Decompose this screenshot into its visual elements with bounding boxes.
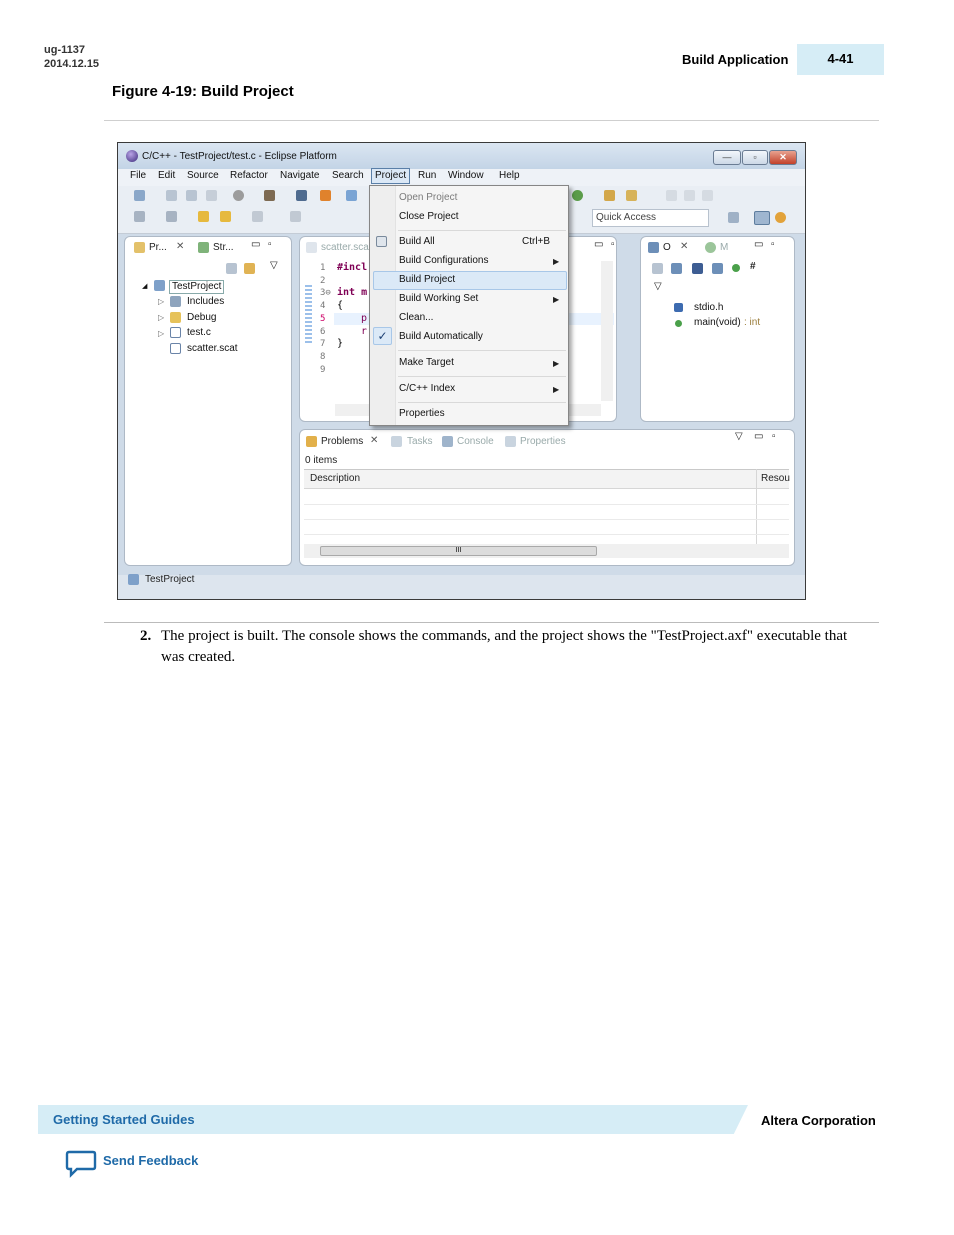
problems-icon [306, 436, 317, 447]
menu-refactor[interactable]: Refactor [230, 170, 268, 181]
close-tab-icon[interactable]: ✕ [176, 241, 185, 252]
build-hammer-icon[interactable] [264, 190, 275, 201]
line-number: 5 [320, 314, 326, 324]
figure-divider [104, 622, 879, 623]
table-row [304, 504, 789, 505]
tab-structure[interactable]: Str... [213, 242, 234, 253]
hide-fields-icon[interactable] [692, 263, 703, 274]
link-editor-icon[interactable] [244, 263, 255, 274]
view-menu-icon[interactable]: ▽ [654, 281, 662, 292]
folder-icon [170, 312, 181, 323]
checkmark-icon: ✓ [373, 327, 392, 345]
menu-item-properties[interactable]: Properties [399, 408, 445, 419]
menu-item-build-project[interactable]: Build Project [399, 274, 456, 285]
hash-icon[interactable]: # [750, 261, 756, 272]
function-icon [675, 320, 682, 327]
c-file-icon [170, 327, 181, 338]
open-perspective-icon[interactable] [728, 212, 739, 223]
send-feedback-link[interactable]: Send Feedback [103, 1153, 199, 1168]
step-paragraph [140, 626, 860, 668]
doc-date: 2014.12.15 [44, 58, 100, 70]
tree-item-test-c[interactable]: test.c [187, 327, 211, 338]
caption-divider [104, 120, 879, 121]
quick-access-input[interactable]: Quick Access [592, 209, 709, 227]
line-number: 7 [320, 339, 326, 349]
minimize-button[interactable]: — [713, 150, 741, 165]
tasks-icon [391, 436, 402, 447]
line-number: 3⊖ [320, 288, 331, 298]
eclipse-window [117, 142, 806, 600]
new-class-icon[interactable] [346, 190, 357, 201]
run-icon[interactable] [572, 190, 583, 201]
outline-return-type: : int [744, 317, 761, 328]
line-number: 4 [320, 301, 326, 311]
tab-tasks[interactable]: Tasks [407, 436, 433, 447]
cpp-perspective-icon[interactable] [754, 211, 770, 225]
menu-separator [398, 402, 566, 403]
maximize-view-icon[interactable]: ▫ [771, 239, 775, 250]
code-line[interactable]: #incl [337, 262, 368, 273]
feedback-icon[interactable] [65, 1150, 97, 1178]
expand-arrow-icon[interactable]: ◢ [142, 283, 148, 290]
minimize-view-icon[interactable]: ▭ [754, 431, 764, 442]
step-text: The project is built. The console shows the commands, and the project shows the "TestProject.axf" executable that was created. [161, 628, 848, 665]
submenu-arrow-icon: ▶ [553, 295, 560, 304]
eclipse-logo-icon [126, 150, 138, 162]
prev-icon[interactable] [684, 190, 695, 201]
maximize-view-icon[interactable]: ▫ [268, 239, 272, 250]
tree-item-scatter[interactable]: scatter.scat [187, 343, 238, 354]
menu-separator [398, 350, 566, 351]
tree-root-testproject[interactable]: TestProject [169, 280, 224, 294]
expand-arrow-icon[interactable]: ▷ [158, 329, 165, 338]
hide-nonpublic-icon[interactable] [732, 264, 740, 272]
minimize-view-icon[interactable]: ▭ [594, 239, 604, 250]
tree-item-debug[interactable]: Debug [187, 312, 217, 323]
edit-icon[interactable] [666, 190, 677, 201]
menu-separator [398, 230, 566, 231]
menu-item-make-target[interactable]: Make Target [399, 357, 454, 368]
menu-item-build-configurations[interactable]: Build Configurations [399, 255, 489, 266]
rss-icon[interactable] [320, 190, 331, 201]
window-title: C/C++ - TestProject/test.c - Eclipse Platform [142, 151, 337, 162]
column-divider [756, 469, 757, 547]
include-icon [674, 303, 683, 312]
structure-icon [198, 242, 209, 253]
section-title: Build Application [682, 52, 789, 67]
footer-guide-link[interactable]: Getting Started Guides [53, 1112, 195, 1127]
tab-console[interactable]: Console [457, 436, 494, 447]
tab-outline[interactable]: O [663, 242, 671, 253]
figure-caption: Figure 4-19: Build Project [112, 83, 294, 100]
debug-perspective-icon[interactable] [775, 212, 786, 223]
build-all-icon [376, 236, 387, 247]
project-menu [369, 185, 569, 426]
menu-item-build-all[interactable]: Build All [399, 236, 435, 247]
tab-project-explorer[interactable]: Pr... [149, 242, 167, 253]
close-button[interactable]: ✕ [769, 150, 797, 165]
menu-item-close-project[interactable]: Close Project [399, 211, 459, 222]
scrollbar-thumb[interactable]: III [320, 546, 597, 556]
menu-project[interactable]: Project [371, 168, 410, 184]
close-tab-icon[interactable]: ✕ [370, 435, 379, 446]
status-bar [118, 575, 805, 599]
pin-icon[interactable] [290, 211, 301, 222]
binary-icon[interactable] [296, 190, 307, 201]
close-tab-icon[interactable]: ✕ [680, 241, 689, 252]
hide-static-icon[interactable] [712, 263, 723, 274]
shortcut-ctrl-b: Ctrl+B [522, 236, 551, 247]
page-number: 4-41 [797, 44, 884, 75]
footer-company: Altera Corporation [761, 1113, 876, 1128]
open-type-icon[interactable] [604, 190, 615, 201]
line-number: 8 [320, 352, 326, 362]
maximize-button[interactable]: ▫ [742, 150, 768, 165]
line-number: 2 [320, 276, 326, 286]
expand-arrow-icon[interactable]: ▷ [158, 313, 165, 322]
editor-vscrollbar[interactable] [601, 261, 613, 401]
project-icon [128, 574, 139, 585]
includes-icon [170, 296, 181, 307]
table-row [304, 519, 789, 520]
submenu-arrow-icon: ▶ [553, 359, 560, 368]
menu-window[interactable]: Window [448, 170, 484, 181]
collapse-all-icon[interactable] [226, 263, 237, 274]
maximize-view-icon[interactable]: ▫ [611, 239, 615, 250]
menu-file[interactable]: File [130, 170, 147, 181]
new-icon[interactable] [134, 190, 145, 201]
view-menu-icon[interactable]: ▽ [735, 431, 743, 442]
console-icon [442, 436, 453, 447]
table-header [304, 469, 789, 489]
menu-gutter [370, 186, 396, 425]
make-target-icon [705, 242, 716, 253]
minimize-view-icon[interactable]: ▭ [251, 239, 261, 250]
save-icon[interactable] [166, 190, 177, 201]
line-number: 6 [320, 327, 326, 337]
collapse-all-icon[interactable] [652, 263, 663, 274]
menu-edit[interactable]: Edit [158, 170, 176, 181]
debug-icon[interactable] [233, 190, 244, 201]
minimize-view-icon[interactable]: ▭ [754, 239, 764, 250]
step-number: 2. [140, 628, 152, 644]
code-line[interactable]: } [337, 338, 344, 349]
menu-item-build-working-set[interactable]: Build Working Set [399, 293, 479, 304]
status-project: TestProject [145, 574, 195, 585]
menu-item-open-project[interactable]: Open Project [399, 192, 458, 203]
code-line[interactable]: p [361, 313, 368, 324]
nav-icon[interactable] [134, 211, 145, 222]
pilcrow-icon[interactable] [702, 190, 713, 201]
expand-arrow-icon[interactable]: ▷ [158, 297, 165, 306]
project-icon [154, 280, 165, 291]
submenu-arrow-icon: ▶ [553, 385, 560, 394]
tab-properties[interactable]: Properties [520, 436, 566, 447]
file-icon [170, 343, 181, 354]
sort-icon[interactable] [671, 263, 682, 274]
column-description[interactable]: Description [310, 473, 361, 484]
menu-item-clean[interactable]: Clean... [399, 312, 434, 323]
line-number: 9 [320, 365, 326, 375]
forward-icon[interactable] [252, 211, 263, 222]
outline-item-main[interactable]: main(void) [694, 317, 741, 328]
menu-source[interactable]: Source [187, 170, 219, 181]
menu-run[interactable]: Run [418, 170, 437, 181]
maximize-view-icon[interactable]: ▫ [772, 431, 776, 442]
tab-problems[interactable]: Problems [321, 436, 364, 447]
properties-icon [505, 436, 516, 447]
menu-navigate[interactable]: Navigate [280, 170, 320, 181]
menu-help[interactable]: Help [499, 170, 520, 181]
back-icon[interactable] [220, 211, 231, 222]
items-count: 0 items [305, 455, 338, 466]
outline-icon [648, 242, 659, 253]
search-icon[interactable] [626, 190, 637, 201]
editor-file-icon [306, 242, 317, 253]
code-line[interactable]: { [337, 300, 344, 311]
code-line[interactable]: r [361, 326, 368, 337]
project-explorer-icon [134, 242, 145, 253]
last-edit-icon[interactable] [198, 211, 209, 222]
submenu-arrow-icon: ▶ [553, 257, 560, 266]
save-all-icon[interactable] [186, 190, 197, 201]
menu-separator [398, 376, 566, 377]
menu-item-cpp-index[interactable]: C/C++ Index [399, 383, 456, 394]
column-resource[interactable]: Resou [761, 473, 790, 484]
menu-item-build-automatically[interactable]: Build Automatically [399, 331, 483, 342]
doc-id: ug-1137 2014.12.15 [44, 44, 100, 70]
annotation-icon[interactable] [166, 211, 177, 222]
tab-make[interactable]: M [720, 242, 729, 253]
tab-scatter[interactable]: scatter.sca [321, 242, 369, 253]
code-line[interactable]: int m [337, 287, 368, 298]
table-row [304, 534, 789, 535]
print-icon[interactable] [206, 190, 217, 201]
line-number: 1 [320, 263, 326, 273]
tree-item-includes[interactable]: Includes [187, 296, 225, 307]
outline-item-stdio[interactable]: stdio.h [694, 302, 724, 313]
change-ruler [305, 285, 312, 345]
menu-search[interactable]: Search [332, 170, 364, 181]
view-menu-icon[interactable]: ▽ [270, 260, 278, 271]
